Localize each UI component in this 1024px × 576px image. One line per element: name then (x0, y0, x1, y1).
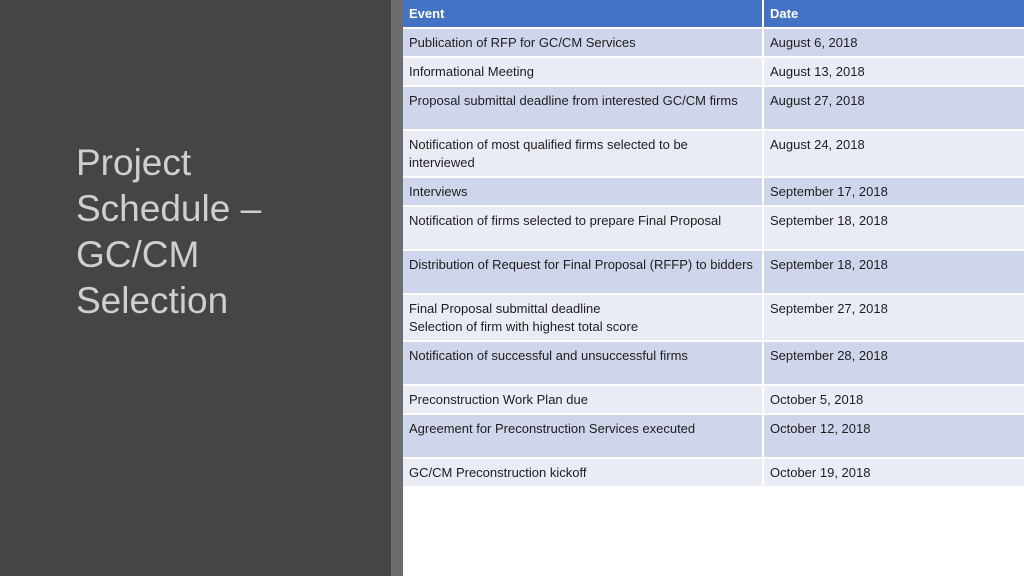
title-line: Project (76, 142, 192, 183)
slide-title (76, 140, 376, 324)
event-cell (403, 28, 763, 57)
date-cell: August 6, 2018 (763, 28, 1024, 57)
event-text: Publication of RFP for GC/CM Services (409, 35, 636, 50)
date-cell: September 18, 2018 (763, 206, 1024, 250)
table-row (403, 177, 1024, 206)
event-cell (403, 206, 763, 250)
table-row (403, 250, 1024, 294)
event-cell (403, 130, 763, 177)
title-line: GC/CM (76, 234, 200, 275)
event-text: Preconstruction Work Plan due (409, 392, 588, 407)
event-text: Selection of firm with highest total score (409, 319, 639, 334)
title-line: Schedule – (76, 188, 262, 229)
table-row (403, 458, 1024, 487)
date-cell: September 27, 2018 (763, 294, 1024, 341)
event-text: Interviews (409, 184, 468, 199)
event-cell (403, 341, 763, 385)
table-row (403, 294, 1024, 341)
event-cell (403, 86, 763, 130)
schedule-body (403, 28, 1024, 487)
event-cell (403, 294, 763, 341)
date-cell: September 18, 2018 (763, 250, 1024, 294)
event-cell (403, 458, 763, 487)
event-cell (403, 385, 763, 414)
event-cell (403, 414, 763, 458)
table-row (403, 341, 1024, 385)
event-text: Agreement for Preconstruction Services executed (409, 421, 696, 436)
event-cell (403, 250, 763, 294)
title-line: Selection (76, 280, 229, 321)
date-cell: October 12, 2018 (763, 414, 1024, 458)
date-cell: September 28, 2018 (763, 341, 1024, 385)
event-text: Proposal submittal deadline from interested GC/CM firms (409, 93, 738, 108)
event-cell (403, 57, 763, 86)
table-row (403, 385, 1024, 414)
event-text: Notification of successful and unsuccessful firms (409, 348, 688, 363)
table-row (403, 86, 1024, 130)
header-event: Event (403, 0, 763, 28)
date-cell: September 17, 2018 (763, 177, 1024, 206)
event-text: Distribution of Request for Final Proposal (RFFP) to bidders (409, 257, 753, 272)
schedule-table (403, 0, 1024, 488)
table-row (403, 414, 1024, 458)
table-row (403, 130, 1024, 177)
date-cell: October 19, 2018 (763, 458, 1024, 487)
event-text: Final Proposal submittal deadline (409, 301, 601, 316)
table-header-row (403, 0, 1024, 28)
event-text: Informational Meeting (409, 64, 535, 79)
header-date: Date (763, 0, 1024, 28)
date-cell: October 5, 2018 (763, 385, 1024, 414)
event-text: Notification of firms selected to prepare Final Proposal (409, 213, 722, 228)
table-row (403, 28, 1024, 57)
divider-strip (391, 0, 403, 576)
event-text: GC/CM Preconstruction kickoff (409, 465, 587, 480)
table-row (403, 206, 1024, 250)
date-cell: August 13, 2018 (763, 57, 1024, 86)
date-cell: August 27, 2018 (763, 86, 1024, 130)
date-cell: August 24, 2018 (763, 130, 1024, 177)
event-cell (403, 177, 763, 206)
table-row (403, 57, 1024, 86)
event-text: Notification of most qualified firms selected to be interviewed (409, 137, 688, 170)
